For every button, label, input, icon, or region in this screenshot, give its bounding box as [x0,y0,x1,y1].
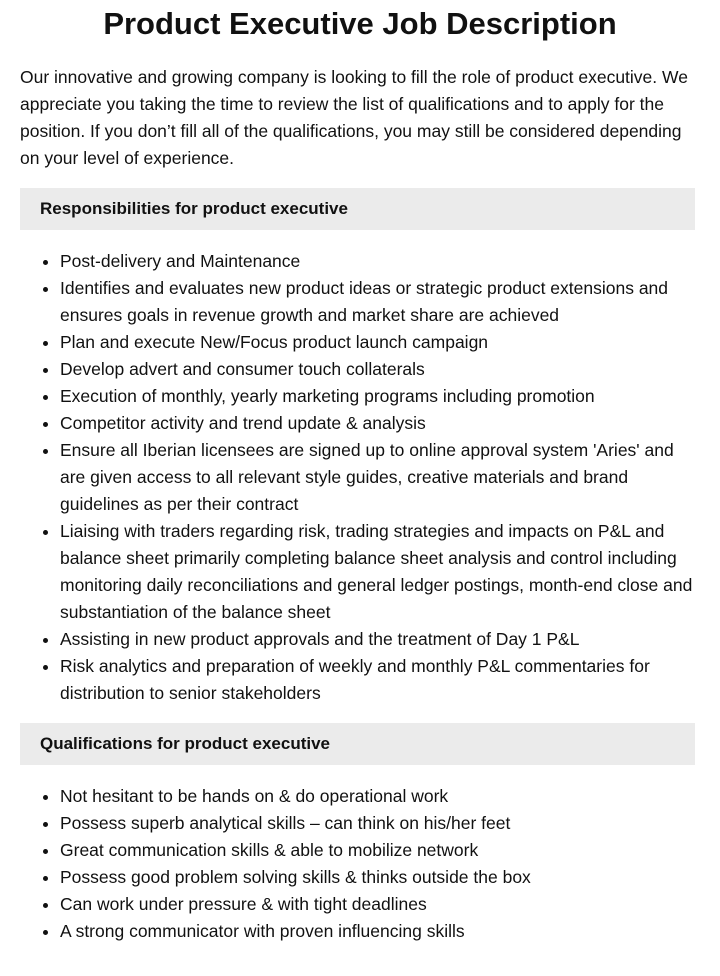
list-item: • Assisting in new product approvals and the treatment of Day 1 P&L [60,626,700,653]
list-item: • A strong communicator with proven influencing skills [60,918,700,945]
list-item: • Execution of monthly, yearly marketing programs including promotion [60,383,700,410]
qualifications-list [20,783,700,945]
intro-paragraph: Our innovative and growing company is looking to fill the role of product executive. We appreciate you taking the time to review the list of qualifications and to apply for the position. If you don’t fill all of the qualifications, you may still be considered depending on your level of experience. [20,67,688,168]
list-item: • Not hesitant to be hands on & do operational work [60,783,700,810]
list-item: • Liaising with traders regarding risk, trading strategies and impacts on P&L and balance sheet primarily completing balance sheet analysis and control including monitoring daily reconciliations and general ledger postings, month-end close and substantiation of the balance sheet [60,518,700,626]
responsibilities-heading: Responsibilities for product executive [20,188,695,230]
page-title: Product Executive Job Description [103,6,617,41]
list-item: • Possess superb analytical skills – can think on his/her feet [60,810,700,837]
list-item: • Plan and execute New/Focus product launch campaign [60,329,700,356]
list-item: • Identifies and evaluates new product ideas or strategic product extensions and ensures goals in revenue growth and market share are achieved [60,275,700,329]
list-item: • Post-delivery and Maintenance [60,248,700,275]
list-item: • Develop advert and consumer touch collaterals [60,356,700,383]
list-item: • Competitor activity and trend update & analysis [60,410,700,437]
list-item: • Ensure all Iberian licensees are signed up to online approval system 'Aries' and are given access to all relevant style guides, creative materials and brand guidelines as per their contract [60,437,700,518]
responsibilities-list [20,248,700,707]
qualifications-heading: Qualifications for product executive [20,723,695,765]
list-item: • Can work under pressure & with tight deadlines [60,891,700,918]
list-item: • Risk analytics and preparation of weekly and monthly P&L commentaries for distribution to senior stakeholders [60,653,700,707]
list-item: • Possess good problem solving skills & thinks outside the box [60,864,700,891]
list-item: • Great communication skills & able to mobilize network [60,837,700,864]
